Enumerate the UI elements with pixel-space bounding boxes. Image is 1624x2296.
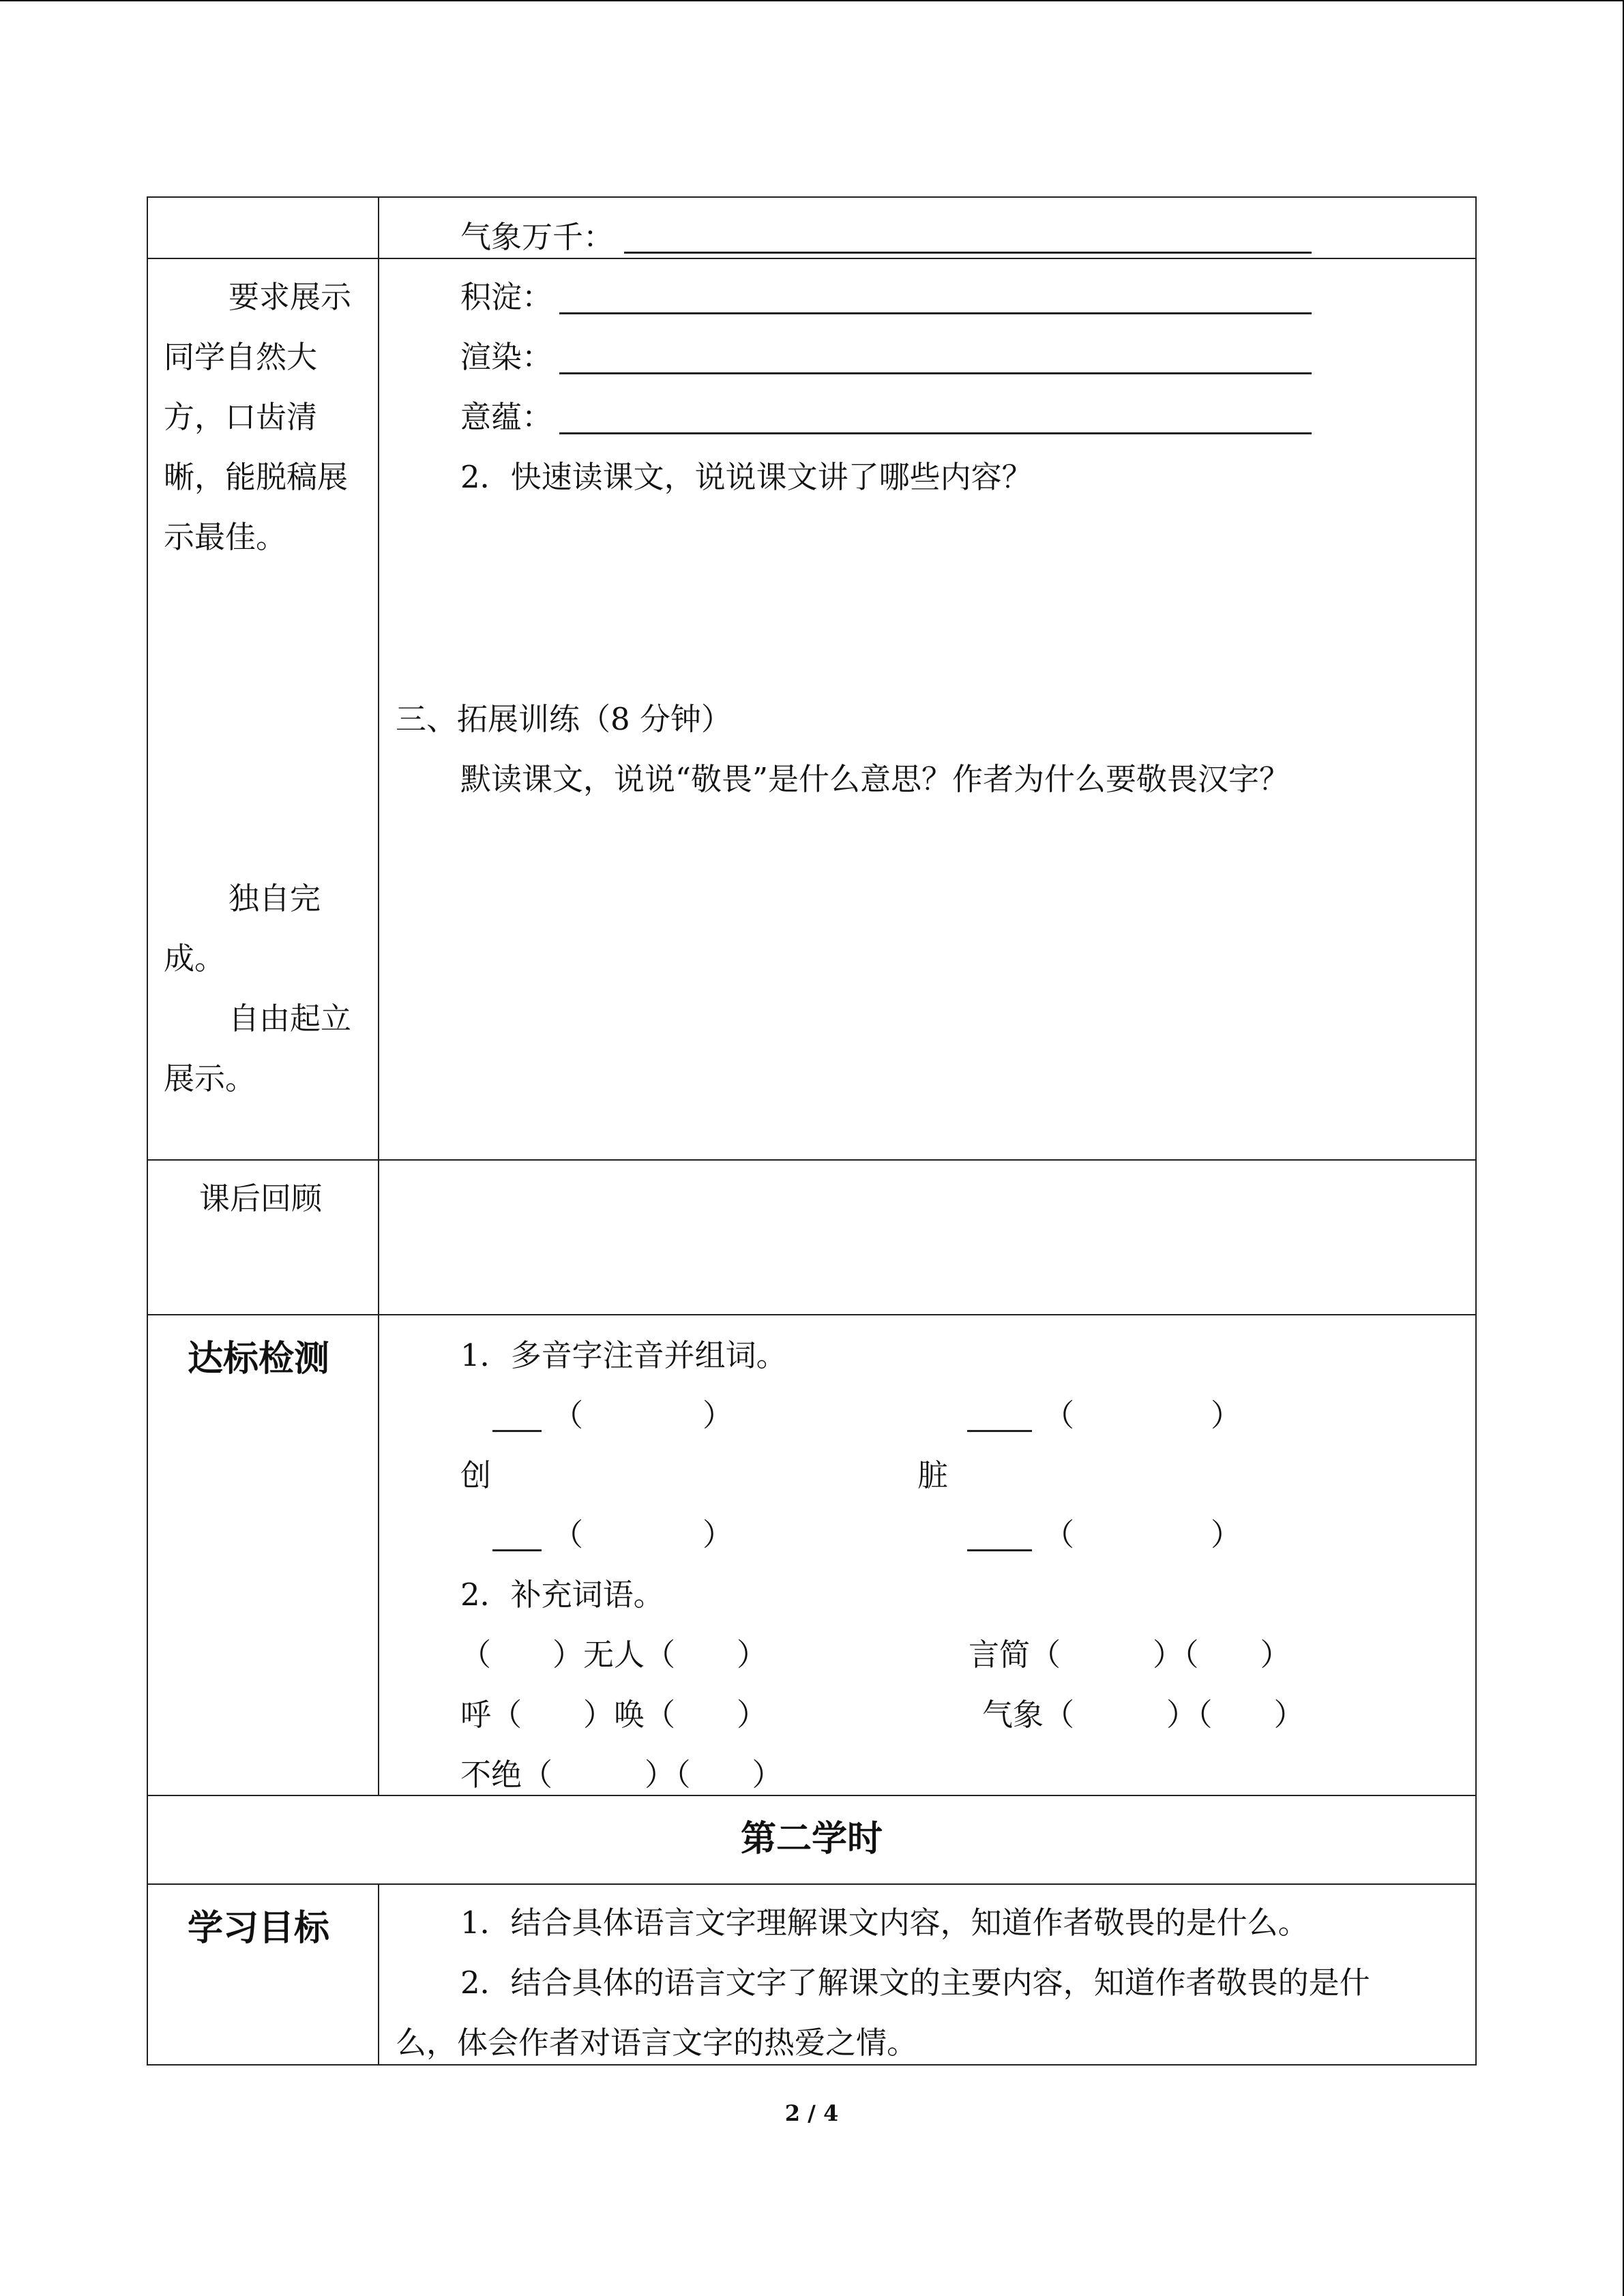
table-line [147,2064,1477,2066]
paren-close: ） [703,1397,734,1433]
table-line [1475,196,1477,2066]
goals-label: 学习目标 [188,1908,330,1949]
answer-blank [559,372,1312,374]
table-line [147,1795,1477,1796]
vocab-label: 意蕴： [460,399,553,435]
page-number: 2 / 4 [784,2100,839,2126]
idiom-item: （ ）无人（ ） [460,1637,768,1673]
note-line: 自由起立 [228,1000,352,1037]
section-3-title: 三、拓展训练（8 分钟） [396,701,732,737]
note-line: 示最佳。 [164,519,287,555]
lesson2-title: 第二学时 [740,1819,883,1860]
table-line [147,1883,1477,1885]
answer-blank [559,432,1312,434]
table-line [147,1159,1477,1161]
paren-open: （ [1044,1517,1075,1553]
table-line [147,196,148,2066]
test-label: 达标检测 [188,1339,330,1380]
goal-2-cont: 么，体会作者对语言文字的热爱之情。 [396,2025,918,2061]
note-line: 要求展示 [228,279,352,315]
note-line: 晰，能脱稿展 [164,459,349,495]
idiom-item: 气象（ ）（ ） [982,1697,1305,1733]
vocab-label: 积淀： [460,279,553,315]
paren-close: ） [703,1517,734,1553]
review-label: 课后回顾 [199,1180,323,1217]
paren-close: ） [1211,1397,1242,1433]
note-line: 同学自然大 [164,339,318,375]
idiom-item: 不绝（ ）（ ） [460,1757,783,1793]
note-line: 展示。 [164,1060,256,1097]
pinyin-blank [492,1549,542,1551]
polyphone-char: 创 [460,1457,492,1493]
note-line: 方，口齿清 [164,399,318,435]
pinyin-blank [967,1430,1032,1432]
paren-close: ） [1211,1517,1242,1553]
answer-blank [624,252,1312,254]
pinyin-blank [967,1549,1032,1551]
note-line: 成。 [164,940,226,976]
test-q1: 1．多音字注音并组词。 [460,1337,787,1373]
table-line [147,1314,1477,1315]
table-line [147,196,1477,198]
paren-open: （ [1044,1397,1075,1433]
idiom-item: 呼（ ）唤（ ） [460,1697,768,1733]
page-top-border [0,0,1624,1]
note-line: 独自完 [228,880,321,916]
vocab-label: 渲染： [460,339,553,375]
idiom-item: 言简（ ）（ ） [969,1637,1291,1673]
pinyin-blank [492,1430,542,1432]
table-line [147,258,1477,259]
section-3-question: 默读课文，说说“敬畏”是什么意思？作者为什么要敬畏汉字？ [460,761,1290,797]
paren-open: （ [552,1517,584,1553]
goal-2: 2．结合具体的语言文字了解课文的主要内容，知道作者敬畏的是什 [460,1965,1370,2001]
answer-blank [559,312,1312,314]
table-line [378,1883,379,2066]
test-q2: 2．补充词语。 [460,1577,664,1613]
row1-label: 气象万千： [460,219,615,255]
question-2: 2．快速读课文，说说课文讲了哪些内容？ [460,459,1033,495]
goal-1: 1．结合具体语言文字理解课文内容，知道作者敬畏的是什么。 [460,1905,1309,1941]
polyphone-char: 脏 [917,1457,949,1493]
paren-open: （ [552,1397,584,1433]
table-line [378,196,379,1796]
